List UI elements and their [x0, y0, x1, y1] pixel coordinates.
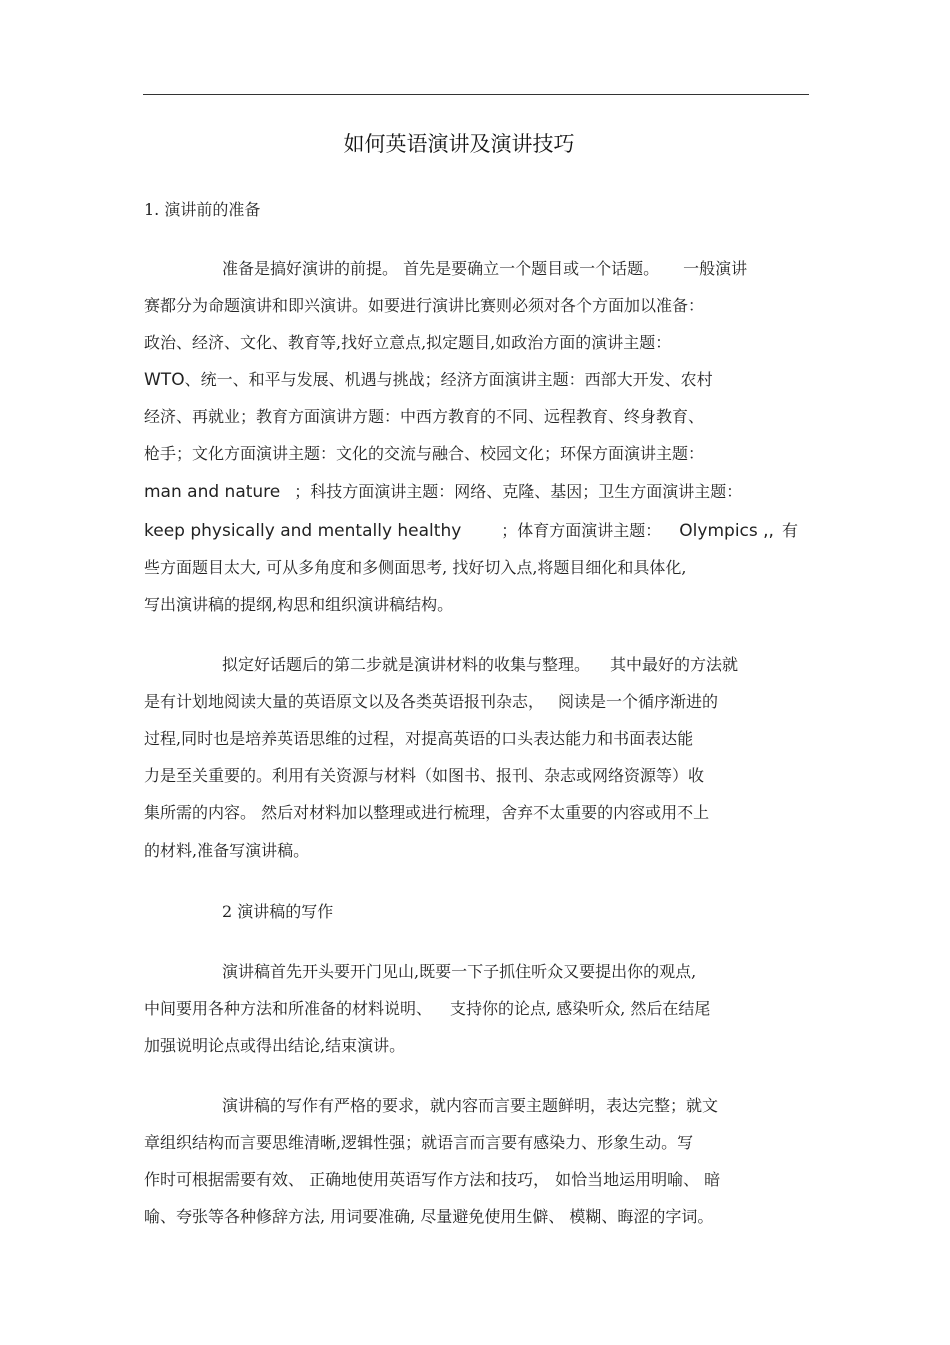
s2p1-line-2: [144, 999, 710, 1019]
s1p1-line-4: [144, 370, 713, 390]
s2p1-line-1: 演讲稿首先开头要开门见山,既要一下子抓住听众又要提出你的观点,: [222, 962, 697, 981]
s2p2-line-3-b: 如恰当地运用明喻、 暗: [555, 1170, 721, 1189]
s1p1-line-4-b: 、统一、和平与发展、机遇与挑战；经济方面演讲主题：西部大开发、农村: [184, 370, 713, 389]
s1p2-line-5: 集所需的内容。 然后对材料加以整理或进行梳理，舍弃不太重要的内容或用不上: [144, 803, 710, 822]
s1p1-line-8-a: keep physically and mentally healthy: [144, 521, 462, 541]
section-1-heading: 1. 演讲前的准备: [144, 200, 261, 219]
s1p1-line-8-b: ；体育方面演讲主题：: [501, 521, 662, 540]
s1p1-line-10: 写出演讲稿的提纲,构思和组织演讲稿结构。: [144, 595, 454, 614]
s1p1-line-3: 政治、经济、文化、教育等,找好立意点,拟定题目,如政治方面的演讲主题：: [144, 333, 672, 352]
s1p2-line-1-a: 拟定好话题后的第二步就是演讲材料的收集与整理。: [222, 655, 591, 674]
s2p2-line-3: [144, 1170, 720, 1190]
s1p1-line-1-b: 一般演讲: [683, 259, 748, 278]
s2p1-line-3: 加强说明论点或得出结论,结束演讲。: [144, 1036, 406, 1055]
s1p1-line-8-c: Olympics ,,: [679, 521, 774, 541]
s1p2-line-2-b: 阅读是一个循序渐进的: [558, 692, 719, 711]
s1p1-line-4-a: WTO: [144, 370, 185, 390]
s1p2-line-1: [222, 655, 738, 675]
section-2-heading: 2 演讲稿的写作: [222, 902, 334, 921]
s1p1-line-8-d: 有: [781, 521, 798, 540]
s1p2-line-6: 的材料,准备写演讲稿。: [144, 841, 310, 860]
s2p1-line-2-a: 中间要用各种方法和所准备的材料说明、: [144, 999, 433, 1018]
s1p1-line-1-a: 准备是搞好演讲的前提。 首先是要确立一个题目或一个话题。: [222, 259, 660, 278]
s1p1-line-7-a: man and nature: [144, 482, 281, 502]
s1p1-line-1: [222, 259, 747, 279]
header-rule: [143, 94, 809, 95]
s2p2-line-2: 章组织结构而言要思维清晰,逻辑性强；就语言而言要有感染力、形象生动。写: [144, 1133, 694, 1152]
s1p1-line-7: [144, 482, 742, 502]
s1p1-line-8: [144, 521, 798, 541]
s1p2-line-3: 过程,同时也是培养英语思维的过程，对提高英语的口头表达能力和书面表达能: [144, 729, 694, 748]
s2p1-line-2-b: 支持你的论点, 感染听众, 然后在结尾: [450, 999, 711, 1018]
s1p1-line-2: 赛都分为命题演讲和即兴演讲。如要进行演讲比赛则必须对各个方面加以准备：: [144, 296, 705, 315]
s1p1-line-7-b: ；科技方面演讲主题：网络、克隆、基因；卫生方面演讲主题：: [294, 482, 743, 501]
page-title: 如何英语演讲及演讲技巧: [343, 132, 575, 156]
s1p2-line-1-b: 其中最好的方法就: [610, 655, 739, 674]
s1p1-line-6: 枪手；文化方面演讲主题：文化的交流与融合、校园文化；环保方面演讲主题：: [144, 444, 705, 463]
s1p2-line-2-a: 是有计划地阅读大量的英语原文以及各类英语报刊杂志，: [144, 692, 545, 711]
s1p2-line-4: 力是至关重要的。利用有关资源与材料（如图书、报刊、杂志或网络资源等）收: [144, 766, 705, 785]
s2p2-line-1: 演讲稿的写作有严格的要求，就内容而言要主题鲜明，表达完整；就文: [222, 1096, 719, 1115]
s1p1-line-9: 些方面题目太大, 可从多角度和多侧面思考, 找好切入点,将题目细化和具体化,: [144, 558, 687, 577]
s1p1-line-5: 经济、再就业；教育方面演讲方题：中西方教育的不同、远程教育、终身教育、: [144, 407, 705, 426]
s2p2-line-4: 喻、夸张等各种修辞方法, 用词要准确, 尽量避免使用生僻、 模糊、晦涩的字词。: [144, 1207, 714, 1226]
s2p2-line-3-a: 作时可根据需要有效、 正确地使用英语写作方法和技巧，: [144, 1170, 550, 1189]
s1p2-line-2: [144, 692, 718, 712]
